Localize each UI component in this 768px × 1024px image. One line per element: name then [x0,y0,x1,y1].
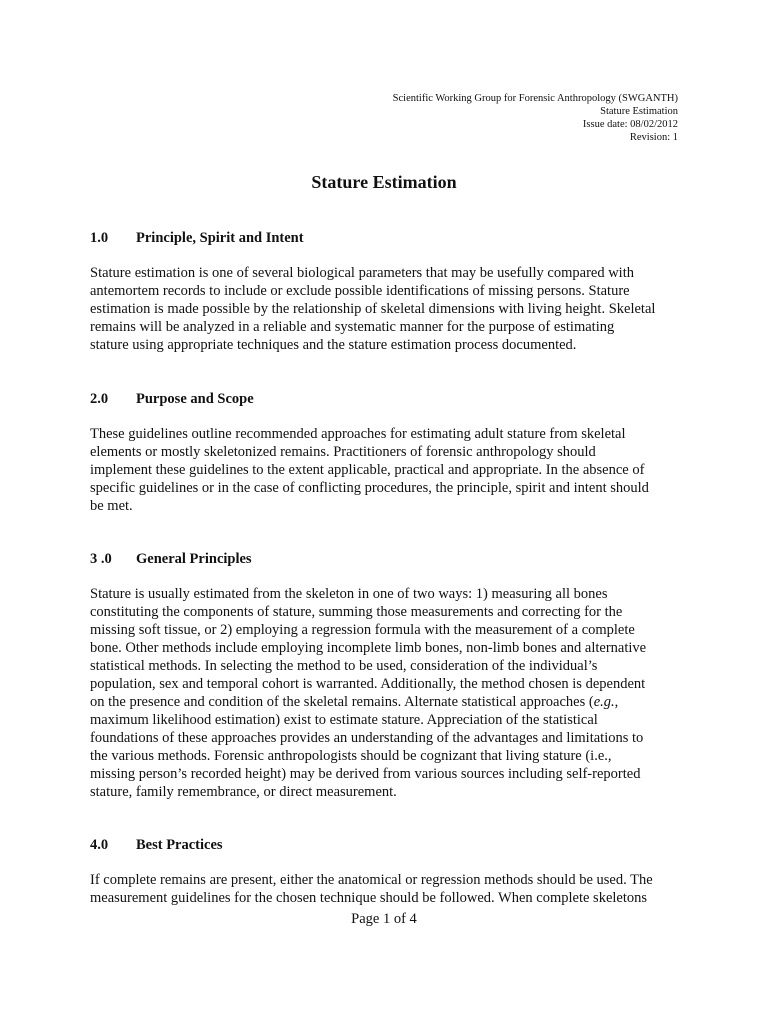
text-line: antemortem records to include or exclude possible identifications of missing persons. Stature [90,283,630,299]
section-number: 1.0 [90,230,109,246]
page-number-footer: Page 1 of 4 [351,911,417,927]
text-line: Stature estimation is one of several biological parameters that may be usefully compared with [90,265,634,281]
text-line: elements or mostly skeletonized remains. Practitioners of forensic anthropology should [90,444,596,460]
section-paragraph [90,264,682,354]
text-line: stature, family remembrance, or direct measurement. [90,784,397,800]
section-paragraph [90,871,682,907]
text-line: measurement guidelines for the chosen technique should be followed. When complete skeletons [90,890,648,906]
text-line: statistical methods. In selecting the method to be used, consideration of the individual’s [90,658,598,674]
text-line: constituting the components of stature, summing those measurements and correcting for the [90,604,623,620]
text-line: foundations of these approaches provides an understanding of the advantages and limitations to [90,730,644,746]
section-heading [90,391,682,408]
section-2 [90,391,682,515]
section-1 [90,230,682,354]
header-revision: Revision: 1 [629,132,678,143]
page-title: Stature Estimation [311,172,457,192]
text-line: maximum likelihood estimation) exist to estimate stature. Appreciation of the statistical [90,712,598,728]
text-line: be met. [90,498,133,514]
section-title: Best Practices [136,837,223,853]
text-line: bone. Other methods include employing incomplete limb bones, non-limb bones and alternative [90,640,647,656]
text-line-end: , [614,694,619,710]
section-number: 4.0 [90,837,109,853]
text-line-start: on the presence and condition of the skeletal remains. Alternate statistical approaches ( [90,694,594,710]
text-line: missing person’s recorded height) may be derived from various sources including self-reported [90,766,641,782]
document-header [393,92,678,144]
section-heading [90,837,682,854]
text-line: specific guidelines or in the case of conflicting procedures, the principle, spirit and intent should [90,480,649,496]
header-issue-date: Issue date: 08/02/2012 [582,119,678,130]
section-number: 3 .0 [90,551,112,567]
text-line [90,693,682,711]
section-number: 2.0 [90,391,109,407]
header-document-title: Stature Estimation [600,106,678,117]
text-line: estimation is made possible by the relationship of skeletal dimensions with living height. Skeletal [90,301,656,317]
section-title: Purpose and Scope [136,391,254,407]
text-line: Stature is usually estimated from the skeleton in one of two ways: 1) measuring all bones [90,586,608,602]
section-4 [90,837,682,907]
text-line: missing soft tissue, or 2) employing a regression formula with the measurement of a complete [90,622,635,638]
section-heading [90,230,682,247]
header-organization: Scientific Working Group for Forensic Anthropology (SWGANTH) [392,93,678,104]
text-line: If complete remains are present, either the anatomical or regression methods should be used. The [90,872,653,888]
text-line: stature using appropriate techniques and the stature estimation process documented. [90,337,577,353]
text-line: remains will be analyzed in a reliable and systematic manner for the purpose of estimating [90,319,615,335]
italic-abbreviation: e.g. [593,694,615,710]
section-title: Principle, Spirit and Intent [136,230,304,246]
text-line: implement these guidelines to the extent applicable, practical and appropriate. In the absence of [90,462,645,478]
section-paragraph [90,425,682,515]
text-line: population, sex and temporal cohort is warranted. Additionally, the method chosen is dependent [90,676,646,692]
section-heading [90,551,682,568]
text-line: These guidelines outline recommended approaches for estimating adult stature from skeletal [90,426,626,442]
section-3 [90,551,682,801]
section-title: General Principles [136,551,252,567]
section-paragraph [90,585,682,801]
text-line: the various methods. Forensic anthropologists should be cognizant that living stature (i.e., [90,748,612,764]
